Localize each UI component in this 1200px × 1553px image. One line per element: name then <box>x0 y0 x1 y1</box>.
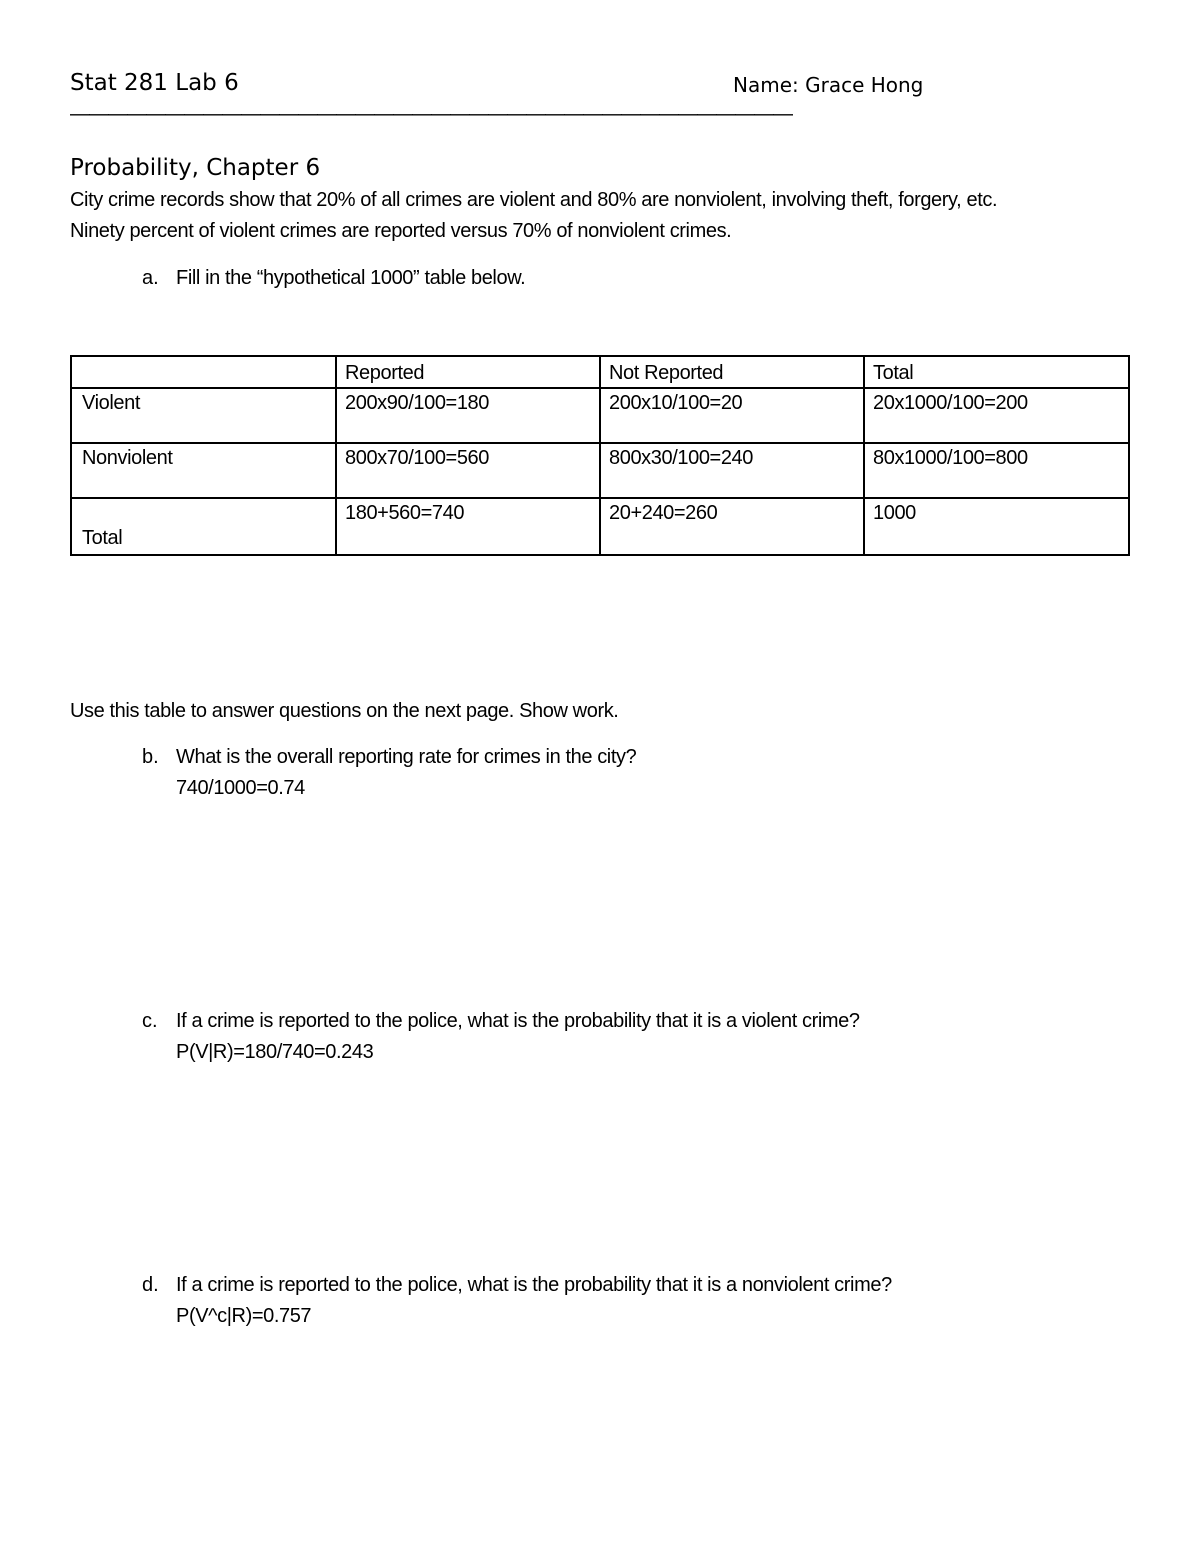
question-a-letter: a. <box>142 267 159 289</box>
table-row-total-label: Total <box>72 497 337 556</box>
table-cell-total-reported: 180+560=740 <box>335 497 601 556</box>
section-heading: Probability, Chapter 6 <box>70 155 321 181</box>
document-title: Stat 281 Lab 6 <box>70 70 239 96</box>
table-cell-nonviolent-total: 80x1000/100=800 <box>863 442 1130 499</box>
table-header-not-reported: Not Reported <box>599 357 865 389</box>
student-name: Name: Grace Hong <box>733 73 924 97</box>
table-cell-violent-total: 20x1000/100=200 <box>863 387 1130 444</box>
question-d-answer: P(V^c|R)=0.757 <box>176 1305 312 1327</box>
hypothetical-1000-table <box>70 355 1130 556</box>
table-header-total: Total <box>863 357 1130 389</box>
question-b-text: What is the overall reporting rate for crimes in the city? <box>176 746 637 768</box>
table-row-violent-label: Violent <box>72 387 337 444</box>
table-instruction: Use this table to answer questions on the next page. Show work. <box>70 700 619 722</box>
table-header-empty <box>72 357 337 389</box>
table-cell-nonviolent-not-reported: 800x30/100=240 <box>599 442 865 499</box>
table-header-reported: Reported <box>335 357 601 389</box>
intro-line-1: City crime records show that 20% of all crimes are violent and 80% are nonviolent, involving theft, forgery, etc. <box>70 189 998 211</box>
question-c-letter: c. <box>142 1010 158 1032</box>
intro-line-2: Ninety percent of violent crimes are reported versus 70% of nonviolent crimes. <box>70 220 732 242</box>
question-c-answer: P(V|R)=180/740=0.243 <box>176 1041 374 1063</box>
table-cell-total-not-reported: 20+240=260 <box>599 497 865 556</box>
question-a-text: Fill in the “hypothetical 1000” table below. <box>176 267 526 289</box>
table-cell-violent-reported: 200x90/100=180 <box>335 387 601 444</box>
table-cell-nonviolent-reported: 800x70/100=560 <box>335 442 601 499</box>
question-b-letter: b. <box>142 746 159 768</box>
question-d-letter: d. <box>142 1274 159 1296</box>
question-d-text: If a crime is reported to the police, what is the probability that it is a nonviolent crime? <box>176 1274 892 1296</box>
question-c-text: If a crime is reported to the police, what is the probability that it is a violent crime? <box>176 1010 860 1032</box>
table-cell-grand-total: 1000 <box>863 497 1130 556</box>
question-b-answer: 740/1000=0.74 <box>176 777 305 799</box>
table-cell-violent-not-reported: 200x10/100=20 <box>599 387 865 444</box>
table-row-nonviolent-label: Nonviolent <box>72 442 337 499</box>
header-underline: —————————————————————————————————————— <box>70 103 792 125</box>
